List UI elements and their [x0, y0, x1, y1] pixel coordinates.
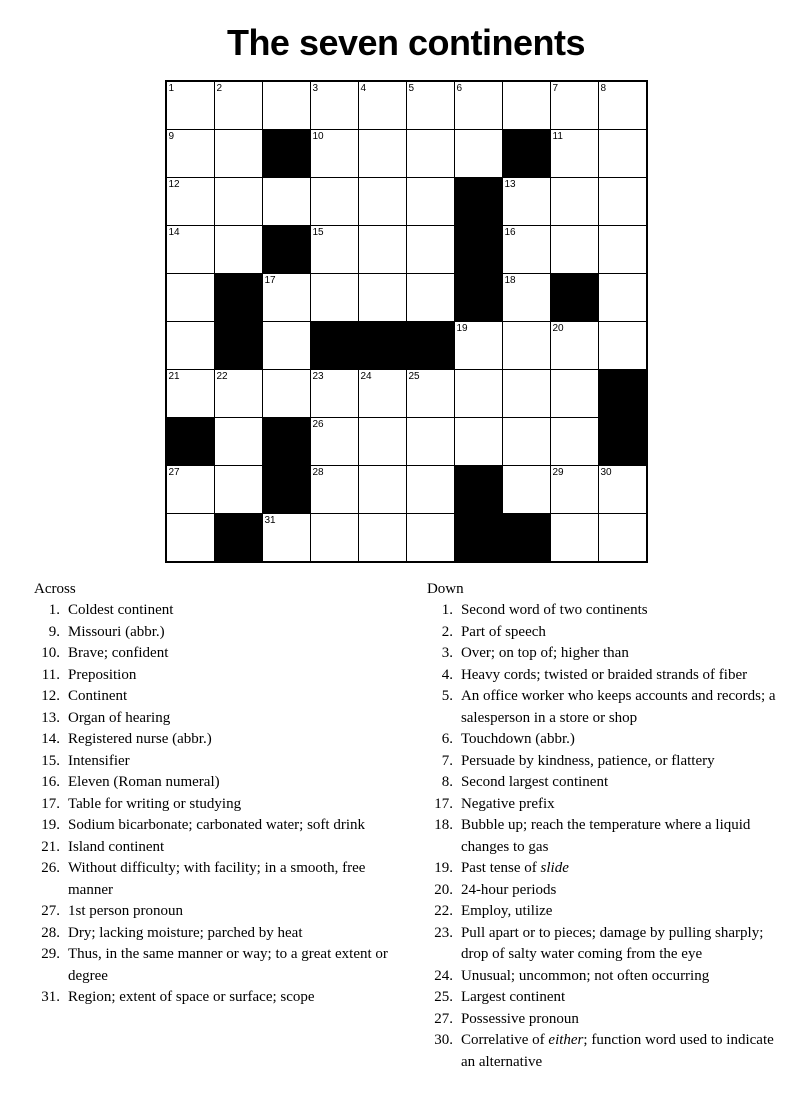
grid-cell[interactable] — [310, 226, 358, 274]
clue-text: Without difficulty; with facility; in a smooth, free manner — [68, 860, 366, 898]
grid-cell[interactable] — [214, 226, 262, 274]
grid-cell-number: 22 — [216, 371, 228, 382]
grid-cell-number: 15 — [312, 227, 324, 238]
grid-cell-block — [454, 226, 502, 274]
clue-item[interactable] — [34, 858, 407, 901]
grid-cell[interactable] — [310, 178, 358, 226]
clue-number: 29. — [41, 946, 60, 962]
clue-item[interactable] — [427, 772, 790, 794]
grid-cell-block — [262, 226, 310, 274]
clue-number: 20. — [434, 881, 453, 898]
clue-number: 27. — [434, 1010, 453, 1027]
clue-number: 5. — [441, 688, 453, 704]
grid-cell-block — [598, 418, 647, 466]
grid-row — [166, 130, 647, 178]
clue-item[interactable] — [427, 1030, 790, 1073]
grid-cell[interactable] — [310, 466, 358, 514]
grid-cell-number: 16 — [504, 227, 516, 238]
clue-item[interactable] — [34, 643, 407, 665]
grid-cell[interactable] — [358, 370, 406, 418]
clue-item[interactable] — [427, 966, 790, 988]
clue-number: 26. — [41, 860, 60, 876]
clue-text: Eleven (Roman numeral) — [68, 774, 220, 790]
grid-cell[interactable] — [358, 418, 406, 466]
grid-cell[interactable] — [214, 370, 262, 418]
clue-number: 24. — [434, 967, 453, 984]
grid-cell[interactable] — [502, 418, 550, 466]
grid-cell[interactable] — [502, 274, 550, 322]
clue-number: 17. — [41, 795, 60, 812]
grid-cell[interactable] — [214, 130, 262, 178]
clue-item[interactable] — [34, 665, 407, 687]
grid-cell[interactable] — [166, 178, 215, 226]
grid-cell[interactable] — [406, 274, 454, 322]
grid-cell-number: 8 — [600, 83, 607, 94]
grid-cell-number: 2 — [216, 83, 223, 94]
clue-number: 16. — [41, 774, 60, 790]
clue-text: Missouri (abbr.) — [68, 623, 165, 640]
grid-cell[interactable] — [550, 226, 598, 274]
down-clue-list — [427, 600, 790, 1073]
grid-cell-number: 4 — [360, 83, 367, 94]
grid-cell-number: 20 — [552, 323, 564, 334]
clue-item[interactable] — [427, 815, 790, 858]
grid-cell[interactable] — [598, 81, 647, 130]
grid-cell[interactable] — [358, 466, 406, 514]
clue-text: Second word of two continents — [460, 602, 648, 618]
grid-cell[interactable] — [406, 370, 454, 418]
grid-cell[interactable] — [406, 226, 454, 274]
clue-item[interactable] — [34, 794, 407, 816]
clue-item[interactable] — [427, 686, 790, 729]
grid-cell-number: 26 — [312, 419, 324, 430]
clue-item[interactable] — [34, 751, 407, 773]
clue-text: Coldest continent — [68, 602, 174, 618]
clue-item[interactable] — [34, 901, 407, 923]
grid-cell[interactable] — [262, 274, 310, 322]
clue-item[interactable] — [34, 708, 407, 730]
grid-cell[interactable] — [214, 178, 262, 226]
grid-cell-block — [214, 274, 262, 322]
across-heading: Across — [34, 581, 76, 597]
clue-text: Thus, in the same manner or way; to a great extent or degree — [68, 946, 388, 984]
grid-cell-number: 29 — [552, 467, 564, 478]
grid-cell[interactable] — [214, 418, 262, 466]
clue-item[interactable] — [427, 751, 790, 773]
clue-text: Sodium bicarbonate; carbonated water; soft drink — [68, 817, 365, 833]
grid-cell[interactable] — [358, 178, 406, 226]
down-heading: Down — [426, 581, 464, 597]
grid-cell[interactable] — [454, 370, 502, 418]
grid-cell-block — [598, 370, 647, 418]
grid-cell[interactable] — [262, 370, 310, 418]
grid-cell[interactable] — [166, 81, 215, 130]
grid-cell-number: 17 — [264, 275, 276, 286]
grid-cell-block — [406, 322, 454, 370]
grid-cell[interactable] — [262, 81, 310, 130]
clue-text: Possessive pronoun — [460, 1010, 579, 1027]
grid-cell-block — [502, 514, 550, 563]
clue-item[interactable] — [427, 665, 790, 687]
crossword-grid-body — [166, 81, 647, 562]
grid-cell-block — [214, 322, 262, 370]
grid-cell[interactable] — [358, 274, 406, 322]
clue-number: 7. — [441, 752, 453, 769]
clue-text: Part of speech — [460, 623, 546, 640]
grid-cell[interactable] — [550, 466, 598, 514]
clue-text: Island continent — [68, 838, 165, 855]
grid-cell[interactable] — [550, 178, 598, 226]
grid-cell-number: 25 — [408, 371, 420, 382]
clue-item[interactable] — [34, 772, 407, 794]
grid-cell-number: 10 — [312, 131, 324, 142]
clue-number: 4. — [441, 666, 453, 683]
clue-text: Intensifier — [68, 752, 130, 769]
clue-number: 22. — [434, 903, 453, 919]
grid-cell-block — [454, 178, 502, 226]
grid-cell-block — [454, 274, 502, 322]
clue-item[interactable] — [34, 837, 407, 859]
clue-number: 14. — [41, 731, 60, 747]
grid-cell[interactable] — [598, 178, 647, 226]
grid-row — [166, 418, 647, 466]
grid-cell-number: 31 — [264, 515, 276, 526]
grid-cell-number: 1 — [168, 83, 175, 94]
grid-cell-number: 14 — [168, 227, 180, 238]
clue-number: 6. — [441, 731, 453, 747]
clue-item[interactable] — [34, 622, 407, 644]
clue-item[interactable] — [427, 600, 790, 622]
clue-text: An office worker who keeps accounts and records; a salesperson in a store or shop — [460, 688, 776, 726]
clue-text: Preposition — [68, 666, 137, 683]
grid-cell-block — [262, 418, 310, 466]
grid-cell-number: 27 — [168, 467, 180, 478]
clue-text: 1st person pronoun — [68, 903, 183, 919]
clue-text: Correlative of either; function word used to indicate an alternative — [460, 1032, 774, 1070]
grid-cell-number: 21 — [168, 371, 180, 382]
grid-cell[interactable] — [166, 274, 215, 322]
grid-cell[interactable] — [310, 81, 358, 130]
grid-cell[interactable] — [598, 514, 647, 563]
grid-cell[interactable] — [406, 514, 454, 563]
clue-text: Persuade by kindness, patience, or flattery — [460, 752, 715, 769]
clue-number: 17. — [434, 795, 453, 812]
grid-cell[interactable] — [454, 322, 502, 370]
grid-cell-number: 30 — [600, 467, 612, 478]
grid-row — [166, 322, 647, 370]
clue-item[interactable] — [427, 858, 790, 880]
grid-cell[interactable] — [550, 81, 598, 130]
grid-cell[interactable] — [598, 274, 647, 322]
clue-text: Over; on top of; higher than — [460, 645, 629, 661]
clue-text: Negative prefix — [460, 795, 555, 812]
clue-number: 13. — [41, 709, 60, 726]
grid-cell[interactable] — [214, 466, 262, 514]
clue-item[interactable] — [427, 794, 790, 816]
clue-item[interactable] — [427, 901, 790, 923]
clue-number: 1. — [48, 602, 60, 618]
grid-cell[interactable] — [214, 81, 262, 130]
grid-cell-block — [550, 274, 598, 322]
clue-text: Second largest continent — [460, 774, 609, 790]
grid-cell[interactable] — [550, 322, 598, 370]
clue-number: 1. — [441, 602, 453, 618]
clue-text: Touchdown (abbr.) — [460, 731, 575, 747]
grid-cell[interactable] — [406, 130, 454, 178]
grid-cell[interactable] — [166, 226, 215, 274]
clue-text: Brave; confident — [68, 645, 169, 661]
grid-cell-block — [358, 322, 406, 370]
clue-item[interactable] — [427, 643, 790, 665]
grid-cell-block — [454, 466, 502, 514]
grid-cell[interactable] — [598, 466, 647, 514]
grid-cell[interactable] — [550, 418, 598, 466]
crossword-grid-container — [0, 80, 812, 563]
grid-cell-block — [262, 466, 310, 514]
grid-cell[interactable] — [502, 226, 550, 274]
grid-cell[interactable] — [550, 130, 598, 178]
grid-cell[interactable] — [598, 130, 647, 178]
grid-cell[interactable] — [502, 178, 550, 226]
clue-item[interactable] — [34, 923, 407, 945]
grid-cell[interactable] — [358, 226, 406, 274]
clues-section — [0, 581, 812, 1073]
clue-number: 18. — [434, 817, 453, 833]
clue-number: 19. — [434, 860, 453, 876]
grid-cell[interactable] — [358, 514, 406, 563]
grid-cell[interactable] — [166, 130, 215, 178]
clue-text: Largest continent — [460, 989, 566, 1005]
clue-number: 28. — [41, 924, 60, 941]
clue-number: 10. — [41, 645, 60, 661]
clue-text: Table for writing or studying — [68, 795, 242, 812]
grid-cell[interactable] — [358, 130, 406, 178]
clue-text: Organ of hearing — [68, 709, 171, 726]
clue-number: 2. — [441, 623, 453, 640]
clue-text: Pull apart or to pieces; damage by pulling sharply; drop of salty water coming from the eye — [460, 924, 764, 962]
clue-text: Continent — [68, 688, 128, 704]
across-column — [34, 581, 407, 1073]
clue-text: Dry; lacking moisture; parched by heat — [68, 924, 303, 941]
grid-row — [166, 274, 647, 322]
crossword-grid[interactable] — [165, 80, 648, 563]
clue-number: 9. — [48, 623, 60, 640]
clue-item[interactable] — [34, 600, 407, 622]
clue-text: Registered nurse (abbr.) — [68, 731, 212, 747]
grid-cell[interactable] — [406, 178, 454, 226]
grid-row — [166, 81, 647, 130]
grid-cell[interactable] — [358, 81, 406, 130]
grid-cell[interactable] — [406, 81, 454, 130]
grid-cell-number: 19 — [456, 323, 468, 334]
clue-number: 19. — [41, 817, 60, 833]
grid-row — [166, 466, 647, 514]
grid-cell[interactable] — [262, 178, 310, 226]
clue-item[interactable] — [34, 944, 407, 987]
grid-cell-block — [262, 130, 310, 178]
grid-cell-number: 23 — [312, 371, 324, 382]
grid-cell[interactable] — [502, 466, 550, 514]
grid-cell[interactable] — [166, 370, 215, 418]
clue-text: Region; extent of space or surface; scope — [68, 989, 315, 1005]
grid-cell[interactable] — [166, 322, 215, 370]
grid-cell[interactable] — [310, 514, 358, 563]
grid-row — [166, 226, 647, 274]
clue-number: 21. — [41, 838, 60, 855]
grid-row — [166, 178, 647, 226]
grid-cell-block — [166, 418, 215, 466]
clue-item[interactable] — [34, 729, 407, 751]
clue-item[interactable] — [427, 880, 790, 902]
grid-cell[interactable] — [166, 466, 215, 514]
grid-cell-number: 6 — [456, 83, 463, 94]
grid-cell[interactable] — [454, 418, 502, 466]
grid-cell[interactable] — [598, 322, 647, 370]
grid-cell-number: 12 — [168, 179, 180, 190]
clue-text: Past tense of slide — [460, 860, 569, 876]
grid-cell[interactable] — [502, 370, 550, 418]
grid-cell-number: 11 — [552, 131, 563, 142]
grid-cell[interactable] — [262, 322, 310, 370]
clue-item[interactable] — [427, 729, 790, 751]
across-clue-list — [34, 600, 407, 1009]
clue-number: 25. — [434, 989, 453, 1005]
clue-number: 12. — [41, 688, 60, 704]
clue-number: 30. — [434, 1032, 453, 1048]
grid-cell[interactable] — [454, 81, 502, 130]
grid-cell[interactable] — [598, 226, 647, 274]
grid-cell-block — [214, 514, 262, 563]
grid-cell-number: 24 — [360, 371, 372, 382]
grid-cell[interactable] — [550, 370, 598, 418]
crossword-page — [0, 22, 812, 1102]
grid-cell[interactable] — [406, 418, 454, 466]
clue-number: 27. — [41, 903, 60, 919]
clue-number: 15. — [41, 752, 60, 769]
clue-item[interactable] — [427, 987, 790, 1009]
clue-item[interactable] — [427, 923, 790, 966]
grid-cell[interactable] — [310, 418, 358, 466]
clue-number: 23. — [434, 924, 453, 941]
clue-text: Employ, utilize — [460, 903, 553, 919]
grid-cell[interactable] — [310, 130, 358, 178]
grid-cell-number: 3 — [312, 83, 319, 94]
grid-row — [166, 514, 647, 563]
clue-item[interactable] — [427, 1009, 790, 1031]
clue-text: Heavy cords; twisted or braided strands of fiber — [460, 666, 748, 683]
clue-number: 3. — [441, 645, 453, 661]
grid-cell-number: 5 — [408, 83, 415, 94]
clue-item[interactable] — [34, 686, 407, 708]
clue-item[interactable] — [427, 622, 790, 644]
down-column — [417, 581, 790, 1073]
grid-cell[interactable] — [550, 514, 598, 563]
grid-cell[interactable] — [406, 466, 454, 514]
clue-text: Unusual; uncommon; not often occurring — [460, 967, 710, 984]
grid-cell-number: 18 — [504, 275, 516, 286]
grid-row — [166, 370, 647, 418]
clue-number: 11. — [41, 666, 60, 683]
grid-cell[interactable] — [310, 370, 358, 418]
page-title: The seven continents — [226, 22, 586, 63]
clue-number: 8. — [441, 774, 453, 790]
clue-item[interactable] — [34, 987, 407, 1009]
grid-cell-block — [310, 322, 358, 370]
grid-cell[interactable] — [502, 322, 550, 370]
clue-text: Bubble up; reach the temperature where a liquid changes to gas — [460, 817, 751, 855]
clue-item[interactable] — [34, 815, 407, 837]
grid-cell-block — [454, 514, 502, 563]
grid-cell-block — [502, 130, 550, 178]
clue-number: 31. — [41, 989, 60, 1005]
grid-cell[interactable] — [310, 274, 358, 322]
clue-text: 24-hour periods — [460, 881, 557, 898]
grid-cell-number: 7 — [552, 83, 559, 94]
grid-cell[interactable] — [502, 81, 550, 130]
grid-cell-number: 9 — [168, 131, 175, 142]
grid-cell-number: 13 — [504, 179, 516, 190]
grid-cell[interactable] — [166, 514, 215, 563]
grid-cell-number: 28 — [312, 467, 324, 478]
grid-cell[interactable] — [454, 130, 502, 178]
grid-cell[interactable] — [262, 514, 310, 563]
